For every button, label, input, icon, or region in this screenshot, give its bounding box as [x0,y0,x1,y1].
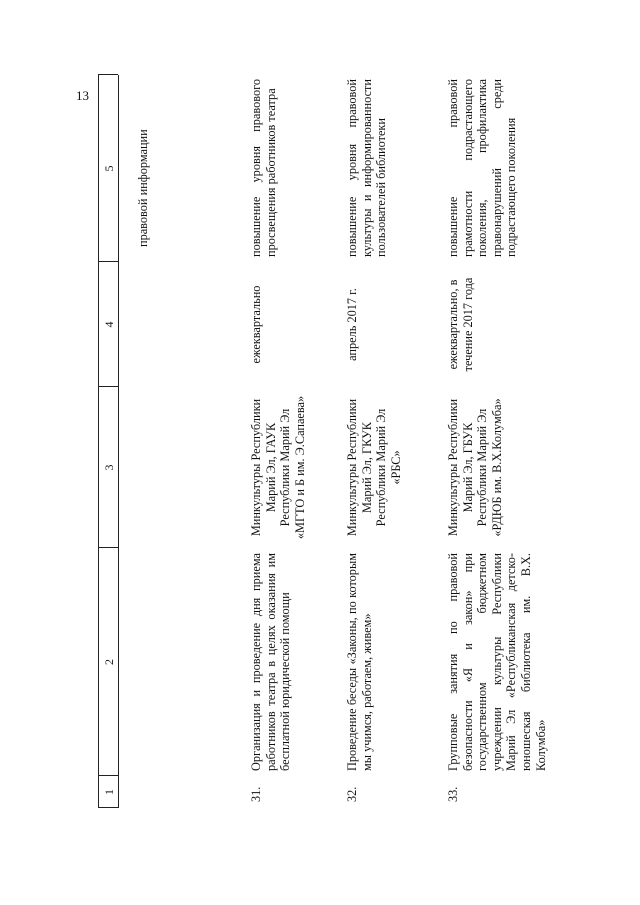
row-32-event: Проведение беседы «Законы, по которым мы учимся, работаем, живем» [345,553,374,771]
row-32-number: 32. [345,786,359,802]
row-31-result: повышение уровня правового просвещения работников театра [249,79,278,257]
row-31-number: 31. [249,786,263,802]
row-33-period: ежеквартально, в течение 2017 года [446,277,475,372]
column-number-5: 5 [102,165,116,172]
row-31-period: ежеквартально [249,285,263,364]
page-number: 13 [76,88,89,103]
column-number-2: 2 [102,659,116,665]
row-33-event: Групповые занятия по правовой безопасности «Я и закон» при государственном бюджетном учреждении культуры Республики Марий Эл «Республиканская детско-юношеская библиотека им. В.Х. Колумба» [446,553,548,771]
row-31-event: Организация и проведение дня приема работников театра в целях оказания им бесплатной юридической помощи [249,553,293,771]
row-31-executor: Минкультуры Республики Марий Эл, ГАУК Республики Марий Эл «МГТО и Б им. Э.Сапаева» [249,395,307,540]
row-32-executor: Минкультуры Республики Марий Эл, ГКУК Республики Марий Эл «РБС» [345,398,403,537]
row-33-result: повышение правовой грамотности подрастающего поколения, профилактика правонарушений среди подрастающего поколения [446,79,519,257]
row-33-executor: Минкультуры Республики Марий Эл, ГБУК Республики Марий Эл «РДЮБ им. В.Х.Колумба» [446,398,504,537]
row-32-result: повышение уровня правовой культуры и информированности пользователей библиотеки [345,79,389,257]
carryover-result-text: правовой информации [136,129,150,247]
table-top-rule [98,75,99,808]
row-33-number: 33. [446,786,460,802]
header-bottom-rule [118,75,119,808]
row-32-period: апрель 2017 г. [345,288,359,361]
column-number-4: 4 [102,321,116,328]
column-number-3: 3 [102,464,116,471]
column-number-1: 1 [102,789,116,795]
